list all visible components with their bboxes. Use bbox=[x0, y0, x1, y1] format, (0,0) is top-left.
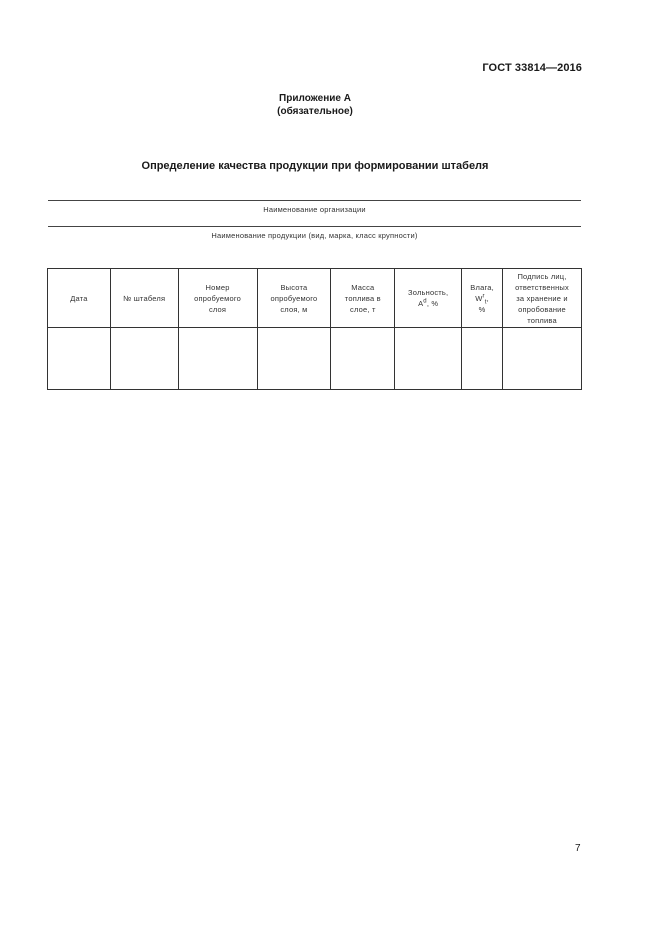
column-header-layer-number: Номер опробуемого слоя bbox=[178, 269, 257, 328]
column-header-signature: Подпись лиц, ответственных за хранение и опробование топлива bbox=[503, 269, 582, 328]
column-header-moisture: Влага, $W^r_t$, % bbox=[462, 269, 503, 328]
column-header-date: Дата bbox=[48, 269, 111, 328]
organization-fill-line bbox=[48, 200, 581, 201]
page-number: 7 bbox=[575, 843, 581, 854]
appendix-status: (обязательное) bbox=[277, 106, 353, 117]
quality-table bbox=[47, 268, 582, 390]
column-header-stack-number: № штабеля bbox=[110, 269, 178, 328]
table-cell-fuel-mass bbox=[331, 328, 395, 390]
page-title: Определение качества продукции при формировании штабеля bbox=[141, 160, 489, 172]
appendix-title: Приложение А bbox=[279, 93, 351, 104]
product-fill-line bbox=[48, 226, 581, 227]
table-cell-signature bbox=[503, 328, 582, 390]
document-code: ГОСТ 33814—2016 bbox=[482, 62, 582, 74]
table-cell-moisture bbox=[462, 328, 503, 390]
table-cell-layer-height bbox=[257, 328, 331, 390]
table-header-row bbox=[48, 269, 582, 328]
appendix-heading bbox=[0, 92, 630, 118]
table-cell-stack-number bbox=[110, 328, 178, 390]
table-cell-layer-number bbox=[178, 328, 257, 390]
column-header-layer-height: Высота опробуемого слоя, м bbox=[257, 269, 331, 328]
column-header-fuel-mass: Масса топлива в слое, т bbox=[331, 269, 395, 328]
column-header-ash-content: Зольность, $A^d$, % bbox=[395, 269, 462, 328]
organization-caption: Наименование организации bbox=[263, 205, 366, 214]
table-cell-ash-content bbox=[395, 328, 462, 390]
table-row bbox=[48, 328, 582, 390]
table-cell-date bbox=[48, 328, 111, 390]
product-caption: Наименование продукции (вид, марка, класс крупности) bbox=[211, 231, 418, 240]
